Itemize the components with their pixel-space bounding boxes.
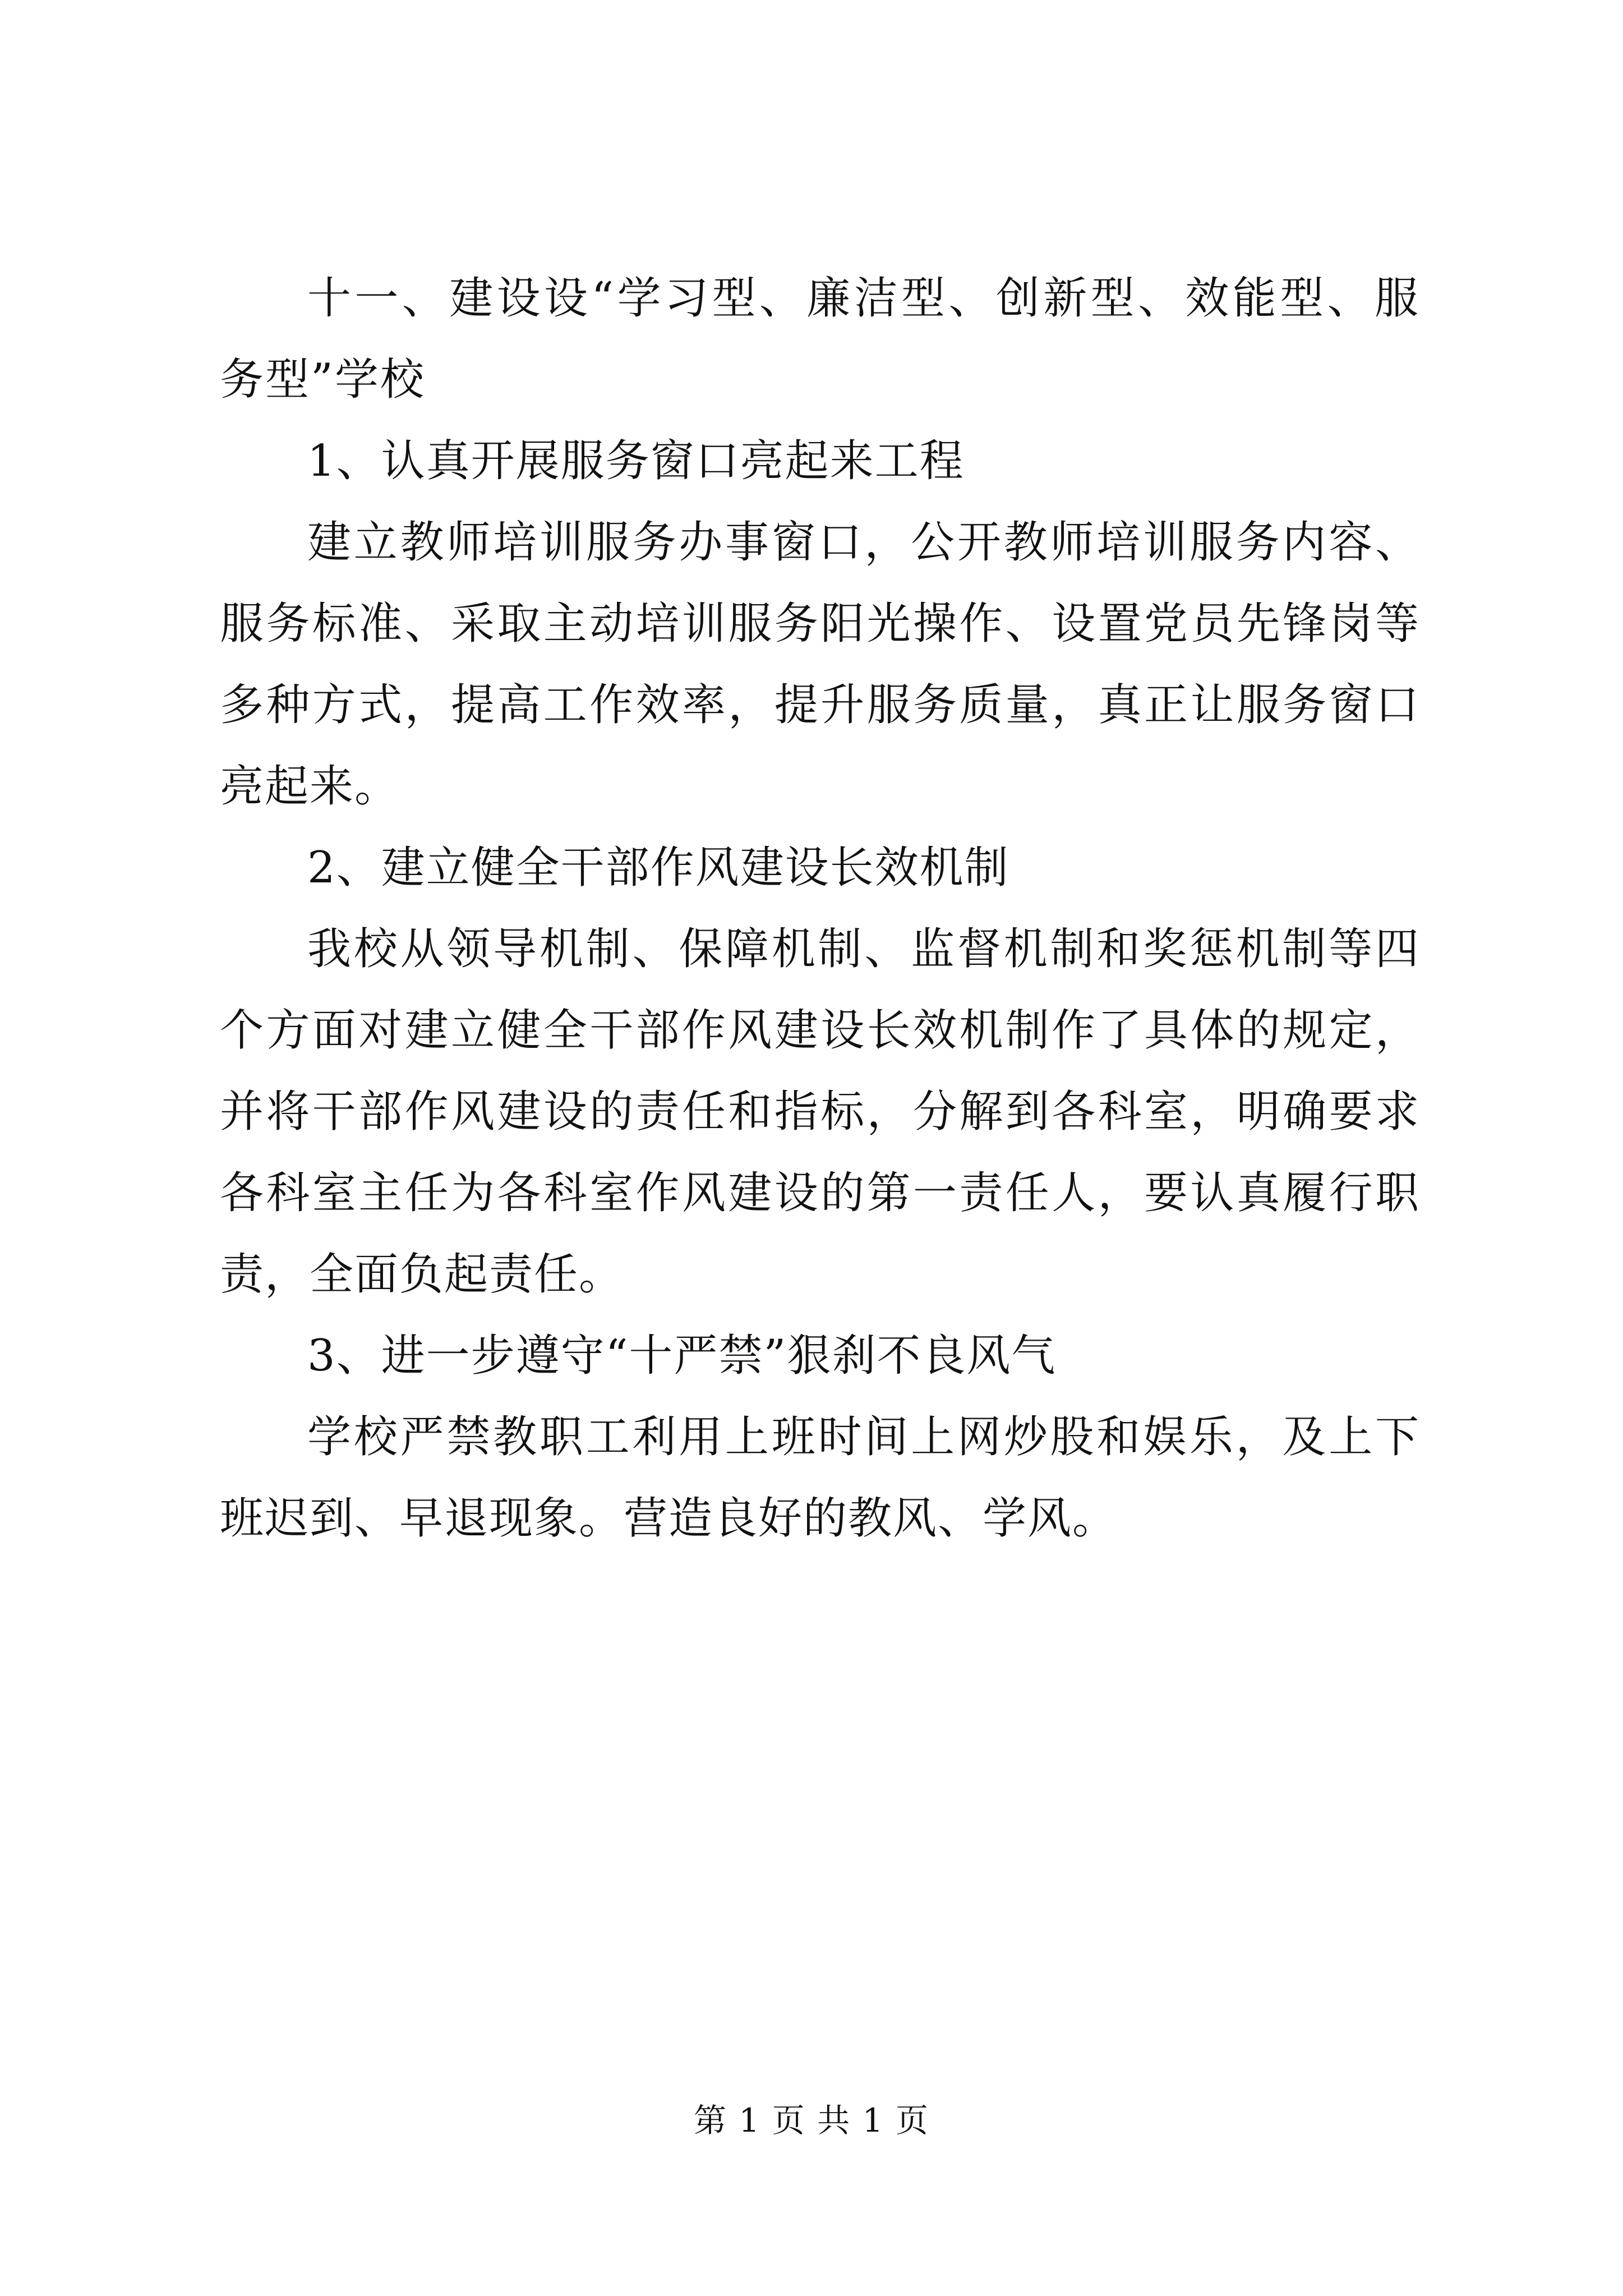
subheading-1: 1、认真开展服务窗口亮起来工程	[307, 436, 965, 486]
page-footer	[0, 2098, 1623, 2143]
section-heading: 十一、建设设“学习型、廉洁型、创新型、效能型、服务型”学校	[220, 273, 1420, 405]
document-body	[220, 258, 1420, 1559]
subheading-3: 3、进一步遵守“十严禁”狠刹不良风气	[307, 1331, 1057, 1381]
page-number: 第 1 页 共 1 页	[694, 2101, 929, 2139]
subheading-2: 2、建立健全干部作风建设长效机制	[307, 843, 1009, 893]
paragraph-3: 学校严禁教职工利用上班时间上网炒股和娱乐，及上下班迟到、早退现象。营造良好的教风、学风。	[220, 1412, 1420, 1544]
paragraph-1: 建立教师培训服务办事窗口，公开教师培训服务内容、服务标准、采取主动培训服务阳光操作、设置党员先锋岗等多种方式，提高工作效率，提升服务质量，真正让服务窗口亮起来。	[220, 517, 1420, 812]
paragraph-2: 我校从领导机制、保障机制、监督机制和奖惩机制等四个方面对建立健全干部作风建设长效机制作了具体的规定，并将干部作风建设的责任和指标，分解到各科室，明确要求各科室主任为各科室作风建设的第一责任人，要认真履行职责，全面负起责任。	[220, 924, 1420, 1300]
